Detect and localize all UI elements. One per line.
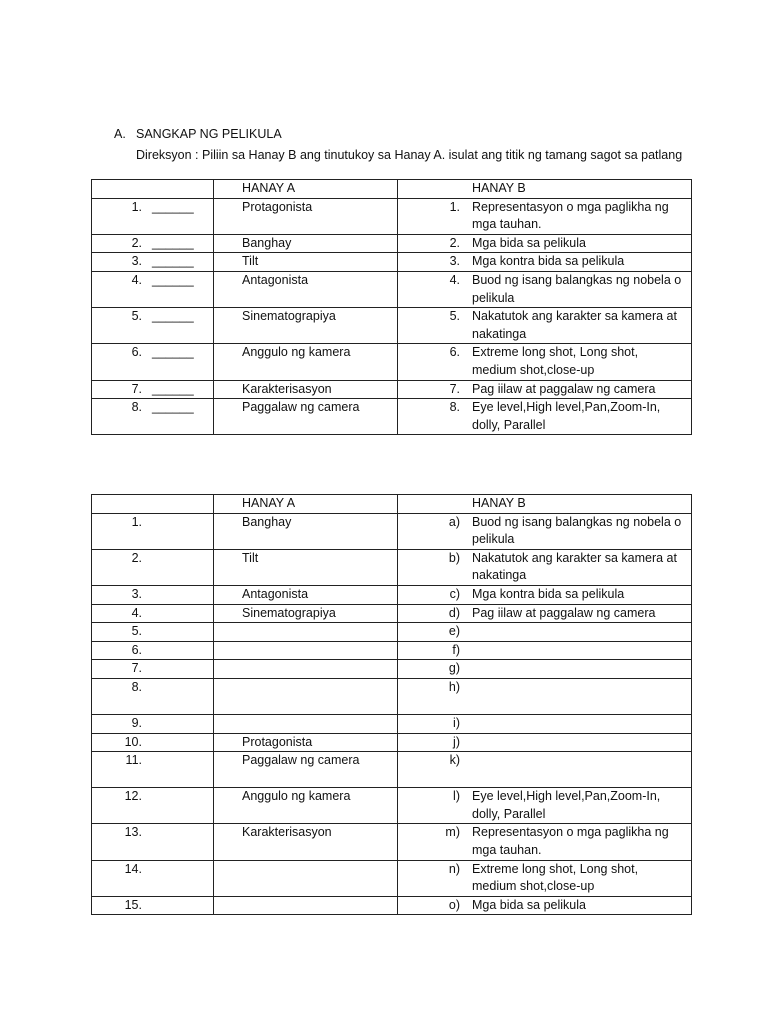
item-number: 12. (124, 789, 142, 804)
hanay-b-text: Nakatutok ang karakter sa kamera at nakatinga (472, 550, 677, 583)
hanay-b-cell (398, 660, 692, 679)
hanay-a-cell (214, 714, 398, 733)
table-header-row (92, 180, 692, 199)
number-cell (92, 678, 214, 714)
hanay-a-cell (214, 623, 398, 642)
number-wrap (92, 752, 213, 770)
hanay-a-cell: Sinematograpiya (214, 308, 398, 344)
hanay-a-cell: Protagonista (214, 198, 398, 234)
item-number: 4. (131, 272, 142, 287)
hanay-b-wrap (398, 344, 691, 379)
item-number: 3. (131, 586, 142, 601)
hanay-b-cell (398, 399, 692, 435)
hanay-b-marker: l) (453, 789, 460, 804)
hanay-a-cell: Protagonista (214, 733, 398, 752)
hanay-b-cell (398, 585, 692, 604)
hanay-b-wrap (398, 824, 691, 859)
hanay-b-cell (398, 733, 692, 752)
hanay-b-cell (398, 253, 692, 272)
header-hanay-b: HANAY B (398, 180, 692, 199)
table-row (92, 896, 692, 915)
number-cell (92, 198, 214, 234)
item-number: 7. (131, 381, 142, 396)
number-wrap (92, 788, 213, 806)
header-hanay-a: HANAY A (214, 495, 398, 514)
hanay-b-cell (398, 752, 692, 788)
hanay-b-text: Representasyon o mga paglikha ng mga tauhan. (472, 825, 669, 857)
matching-table-1 (91, 179, 692, 435)
hanay-b-marker: 1. (449, 199, 460, 214)
direction-text: Direksyon : Piliin sa Hanay B ang tinutukoy sa Hanay A. isulat ang titik ng tamang sagot sa patlang (136, 148, 683, 162)
number-cell (92, 788, 214, 824)
hanay-b-marker: 7. (449, 381, 460, 396)
item-number: 8. (131, 400, 142, 415)
hanay-b-wrap (398, 514, 691, 549)
hanay-a-cell: Karakterisasyon (214, 380, 398, 399)
hanay-b-wrap (398, 605, 691, 623)
hanay-b-wrap (398, 199, 691, 234)
number-cell (92, 308, 214, 344)
number-wrap (92, 734, 213, 752)
hanay-b-wrap (398, 897, 691, 915)
hanay-a-cell (214, 678, 398, 714)
hanay-a-cell (214, 860, 398, 896)
hanay-b-marker: a) (448, 514, 460, 529)
hanay-b-marker: i) (453, 715, 460, 730)
number-cell (92, 604, 214, 623)
header-empty-cell (92, 180, 214, 199)
hanay-b-marker: 5. (449, 309, 460, 324)
hanay-a-cell: Banghay (214, 513, 398, 549)
item-number: 3. (131, 254, 142, 269)
table-row (92, 399, 692, 435)
hanay-b-text: Representasyon o mga paglikha ng mga tauhan. (472, 199, 669, 232)
hanay-b-text (460, 715, 478, 733)
item-number: 2. (131, 235, 142, 250)
hanay-b-cell (398, 604, 692, 623)
number-wrap (92, 824, 213, 842)
hanay-b-text (460, 642, 478, 660)
hanay-b-cell (398, 788, 692, 824)
hanay-a-cell: Banghay (214, 234, 398, 253)
hanay-b-cell (398, 714, 692, 733)
hanay-b-cell (398, 308, 692, 344)
number-cell (92, 660, 214, 679)
hanay-b-marker: k) (449, 753, 460, 768)
table-row (92, 198, 692, 234)
table-row (92, 752, 692, 788)
number-wrap (92, 642, 213, 660)
table-row (92, 308, 692, 344)
number-wrap (92, 623, 213, 641)
hanay-b-cell (398, 641, 692, 660)
number-wrap (92, 897, 213, 915)
hanay-b-wrap (398, 788, 691, 823)
hanay-b-marker: h) (448, 679, 460, 694)
hanay-b-marker: g) (448, 661, 460, 676)
hanay-b-text (460, 623, 478, 641)
item-number: 8. (131, 679, 142, 694)
item-number: 1. (131, 514, 142, 529)
hanay-a-cell: Paggalaw ng camera (214, 399, 398, 435)
hanay-b-marker: n) (448, 861, 460, 876)
number-cell (92, 399, 214, 435)
table-row (92, 271, 692, 307)
hanay-b-text: Pag iilaw at paggalaw ng camera (472, 381, 656, 396)
answer-blank[interactable]: ______ (152, 235, 194, 250)
hanay-b-marker: b) (448, 550, 460, 565)
hanay-b-marker: 8. (449, 400, 460, 415)
item-number: 1. (131, 199, 142, 214)
answer-blank[interactable]: ______ (152, 199, 194, 214)
hanay-b-marker: 2. (449, 235, 460, 250)
table-row (92, 733, 692, 752)
number-cell (92, 860, 214, 896)
hanay-a-cell (214, 660, 398, 679)
table-row (92, 344, 692, 380)
table-row (92, 234, 692, 253)
table-row (92, 714, 692, 733)
number-wrap (92, 586, 213, 604)
header-hanay-a: HANAY A (214, 180, 398, 199)
item-number: 6. (131, 345, 142, 360)
hanay-b-marker: o) (448, 897, 460, 912)
matching-table-2 (91, 494, 692, 915)
hanay-b-cell (398, 623, 692, 642)
number-cell (92, 549, 214, 585)
hanay-b-wrap (398, 623, 691, 641)
number-cell (92, 623, 214, 642)
hanay-b-marker: c) (449, 586, 460, 601)
item-number: 6. (131, 642, 142, 657)
number-cell (92, 344, 214, 380)
hanay-b-wrap (398, 734, 691, 752)
hanay-b-text: Eye level,High level,Pan,Zoom-In, dolly, Parallel (472, 400, 661, 432)
table-row (92, 824, 692, 860)
number-wrap (92, 861, 213, 879)
table-row (92, 678, 692, 714)
number-wrap (92, 660, 213, 678)
number-cell (92, 752, 214, 788)
hanay-b-wrap (398, 586, 691, 604)
number-wrap (92, 253, 213, 271)
number-wrap (92, 679, 213, 697)
hanay-b-wrap (398, 550, 691, 585)
hanay-b-wrap (398, 715, 691, 733)
hanay-b-wrap (398, 861, 691, 896)
hanay-b-marker: j) (453, 734, 460, 749)
hanay-b-wrap (398, 399, 691, 434)
item-number: 7. (131, 661, 142, 676)
table-header-row (92, 495, 692, 514)
hanay-b-wrap (398, 235, 691, 253)
hanay-b-cell (398, 549, 692, 585)
number-wrap (92, 715, 213, 733)
table-row (92, 549, 692, 585)
number-wrap (92, 308, 213, 326)
hanay-b-text: Eye level,High level,Pan,Zoom-In, dolly, Parallel (472, 789, 661, 821)
hanay-a-cell: Anggulo ng kamera (214, 788, 398, 824)
hanay-a-cell: Antagonista (214, 271, 398, 307)
hanay-a-cell: Tilt (214, 253, 398, 272)
number-wrap (92, 344, 213, 362)
hanay-b-cell (398, 234, 692, 253)
item-number: 14. (124, 861, 142, 876)
table-row (92, 585, 692, 604)
item-number: 11. (125, 753, 142, 768)
hanay-a-cell: Antagonista (214, 585, 398, 604)
hanay-b-cell (398, 896, 692, 915)
header-empty-cell (92, 495, 214, 514)
hanay-b-text (460, 734, 478, 752)
table-row (92, 253, 692, 272)
number-cell (92, 714, 214, 733)
number-wrap (92, 272, 213, 290)
answer-blank[interactable]: ______ (152, 381, 194, 396)
item-number: 13. (124, 825, 142, 840)
hanay-b-cell (398, 344, 692, 380)
number-cell (92, 641, 214, 660)
hanay-b-wrap (398, 660, 691, 678)
number-wrap (92, 399, 213, 417)
hanay-a-cell (214, 641, 398, 660)
hanay-b-marker: 6. (449, 345, 460, 360)
hanay-b-text: Mga bida sa pelikula (472, 897, 586, 912)
answer-blank[interactable]: ______ (152, 309, 194, 324)
item-number: 4. (131, 605, 142, 620)
number-wrap (92, 381, 213, 399)
hanay-b-text: Buod ng isang balangkas ng nobela o pelikula (472, 514, 682, 547)
section-letter: A. (114, 127, 126, 141)
number-wrap (92, 550, 213, 568)
hanay-b-wrap (398, 253, 691, 271)
hanay-b-wrap (398, 381, 691, 399)
answer-blank[interactable]: ______ (152, 345, 194, 360)
number-wrap (92, 605, 213, 623)
item-number: 5. (131, 309, 142, 324)
hanay-b-text: Mga bida sa pelikula (472, 235, 586, 250)
table-row (92, 641, 692, 660)
hanay-b-cell (398, 380, 692, 399)
table-row (92, 380, 692, 399)
hanay-b-text: Mga kontra bida sa pelikula (472, 254, 625, 269)
answer-blank[interactable]: ______ (152, 272, 194, 287)
hanay-b-cell (398, 860, 692, 896)
hanay-b-wrap (398, 642, 691, 660)
number-cell (92, 824, 214, 860)
hanay-b-text (460, 679, 478, 697)
hanay-b-wrap (398, 308, 691, 343)
hanay-b-text (460, 660, 478, 678)
number-cell (92, 896, 214, 915)
hanay-b-wrap (398, 272, 691, 307)
hanay-b-text: Nakatutok ang karakter sa kamera at nakatinga (472, 309, 677, 341)
hanay-b-marker: m) (445, 825, 460, 840)
hanay-b-cell (398, 271, 692, 307)
number-cell (92, 585, 214, 604)
hanay-b-text: Extreme long shot, Long shot, medium shot,close-up (472, 345, 639, 377)
hanay-b-wrap (398, 752, 691, 770)
section-heading (114, 127, 282, 142)
number-wrap (92, 235, 213, 253)
number-wrap (92, 514, 213, 532)
table-row (92, 660, 692, 679)
hanay-b-text: Extreme long shot, Long shot, medium shot,close-up (472, 861, 639, 894)
hanay-a-cell: Sinematograpiya (214, 604, 398, 623)
number-cell (92, 234, 214, 253)
answer-blank[interactable]: ______ (152, 254, 194, 269)
number-cell (92, 513, 214, 549)
item-number: 9. (131, 715, 142, 730)
hanay-b-marker: d) (448, 605, 460, 620)
hanay-b-wrap (398, 679, 691, 697)
hanay-a-cell: Anggulo ng kamera (214, 344, 398, 380)
hanay-a-cell: Paggalaw ng camera (214, 752, 398, 788)
hanay-b-marker: e) (448, 624, 460, 639)
section-title: SANGKAP NG PELIKULA (136, 127, 282, 141)
hanay-b-text: Buod ng isang balangkas ng nobela o pelikula (472, 272, 682, 305)
hanay-b-text: Pag iilaw at paggalaw ng camera (472, 605, 656, 620)
table-row (92, 860, 692, 896)
hanay-a-cell: Karakterisasyon (214, 824, 398, 860)
number-cell (92, 253, 214, 272)
hanay-b-cell (398, 513, 692, 549)
number-cell (92, 271, 214, 307)
item-number: 10. (124, 734, 142, 749)
number-wrap (92, 199, 213, 217)
hanay-b-cell (398, 824, 692, 860)
table-row (92, 513, 692, 549)
item-number: 15. (124, 897, 142, 912)
header-hanay-b: HANAY B (398, 495, 692, 514)
number-cell (92, 733, 214, 752)
hanay-b-marker: 3. (449, 254, 460, 269)
hanay-a-cell: Tilt (214, 549, 398, 585)
hanay-b-text: Mga kontra bida sa pelikula (472, 586, 625, 601)
hanay-a-cell (214, 896, 398, 915)
hanay-b-text (460, 752, 478, 770)
number-cell (92, 380, 214, 399)
hanay-b-cell (398, 198, 692, 234)
table-row (92, 788, 692, 824)
hanay-b-cell (398, 678, 692, 714)
table-row (92, 623, 692, 642)
hanay-b-marker: 4. (449, 272, 460, 287)
answer-blank[interactable]: ______ (152, 400, 194, 415)
table-row (92, 604, 692, 623)
hanay-b-marker: f) (452, 642, 460, 657)
item-number: 5. (131, 624, 142, 639)
item-number: 2. (131, 550, 142, 565)
